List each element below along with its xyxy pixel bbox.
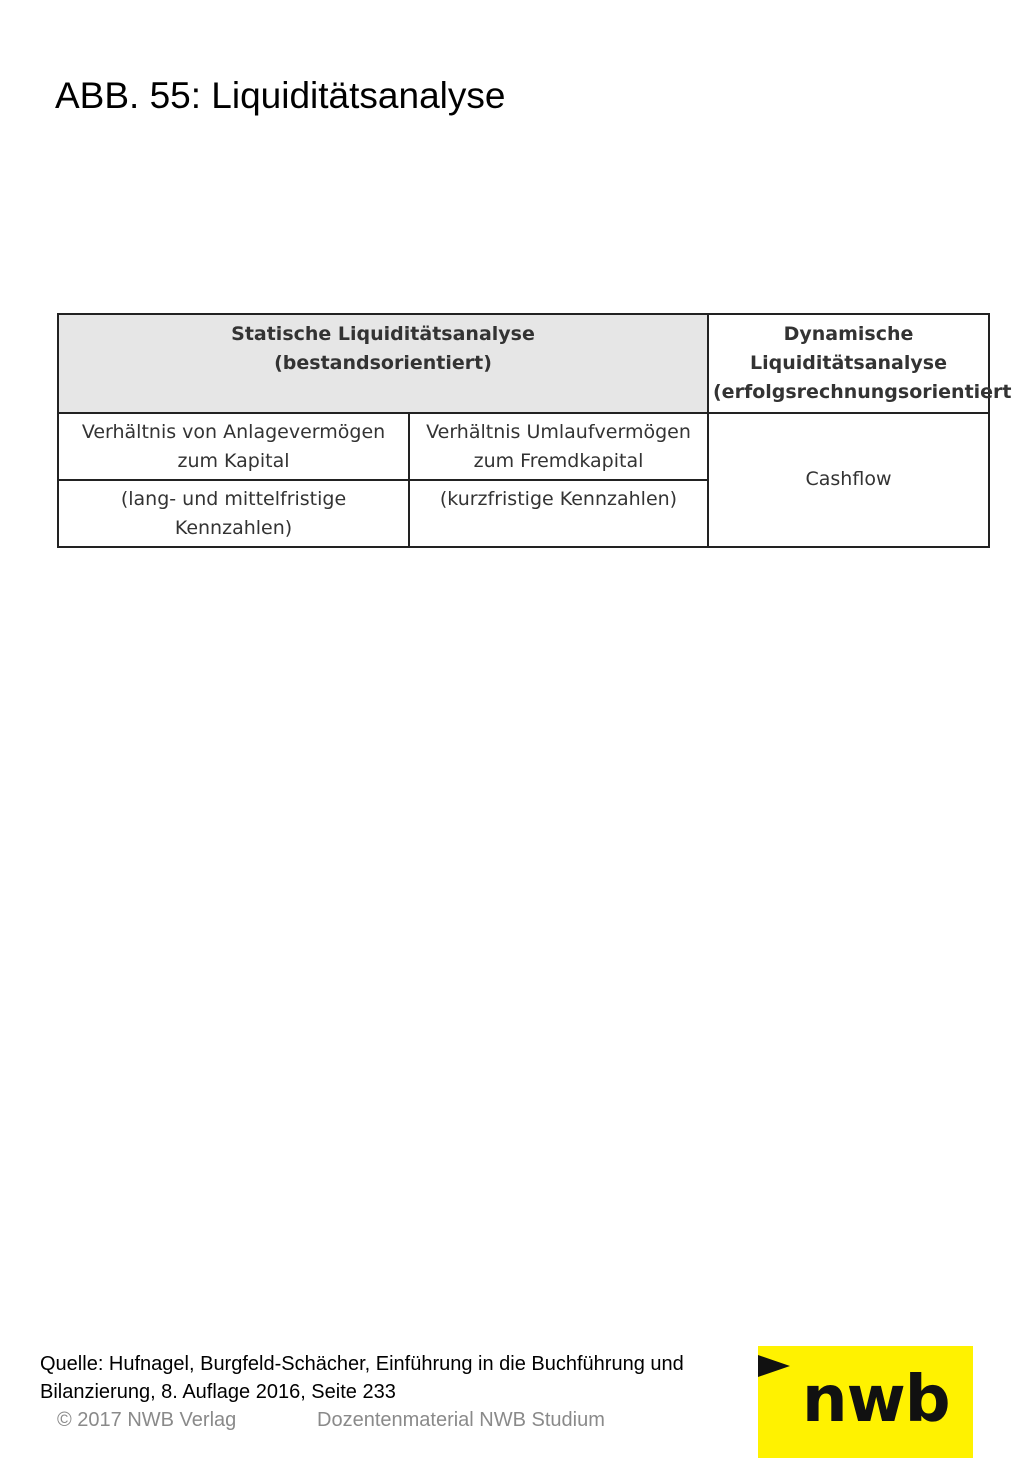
nwb-logo: [758, 1346, 973, 1458]
cell-umlaufvermoegen: [409, 413, 708, 480]
page-title: ABB. 55: Liquiditätsanalyse: [55, 75, 506, 116]
static-header-line2: (bestandsorientiert): [274, 352, 492, 374]
logo-text: nwb: [802, 1363, 950, 1437]
liquidity-analysis-figure: [57, 313, 1012, 548]
footer-material-label: Dozentenmaterial NWB Studium: [317, 1409, 605, 1431]
cell-anlagevermoegen: [58, 413, 409, 480]
cell-anlage-line1: Verhältnis von Anlagevermögen: [81, 420, 386, 443]
static-analysis-header: [58, 314, 708, 413]
dynamic-header-line1: Dynamische: [783, 323, 914, 345]
cell-umlauf-line1: Verhältnis Umlaufvermögen: [426, 420, 691, 443]
cell-kurz: (kurzfristige Kennzahlen): [439, 487, 678, 510]
arrow-icon: [758, 1355, 790, 1377]
cell-lang-line2: Kennzahlen): [174, 516, 293, 539]
source-line1: Quelle: Hufnagel, Burgfeld-Schächer, Einführung in die Buchführung und: [40, 1353, 684, 1375]
source-citation: [40, 1350, 684, 1406]
source-line2: Bilanzierung, 8. Auflage 2016, Seite 233: [40, 1381, 396, 1403]
dynamic-header-line3: (erfolgsrechnungsorientiert: [713, 381, 1012, 403]
cell-short-term-ratios: [409, 480, 708, 547]
cell-umlauf-line2: zum Fremdkapital: [473, 449, 644, 472]
cell-lang-line1: (lang- und mittelfristige: [120, 487, 347, 510]
liquidity-table: [57, 313, 1012, 548]
dynamic-header-line2: Liquiditätsanalyse: [750, 352, 947, 374]
cell-long-term-ratios: [58, 480, 409, 547]
static-header-line1: Statische Liquiditätsanalyse: [231, 323, 535, 345]
dynamic-analysis-header: [708, 314, 1012, 413]
copyright-notice: © 2017 NWB Verlag: [57, 1409, 237, 1431]
cell-cashflow: Cashflow: [708, 413, 989, 547]
cell-anlage-line2: zum Kapital: [177, 449, 290, 472]
